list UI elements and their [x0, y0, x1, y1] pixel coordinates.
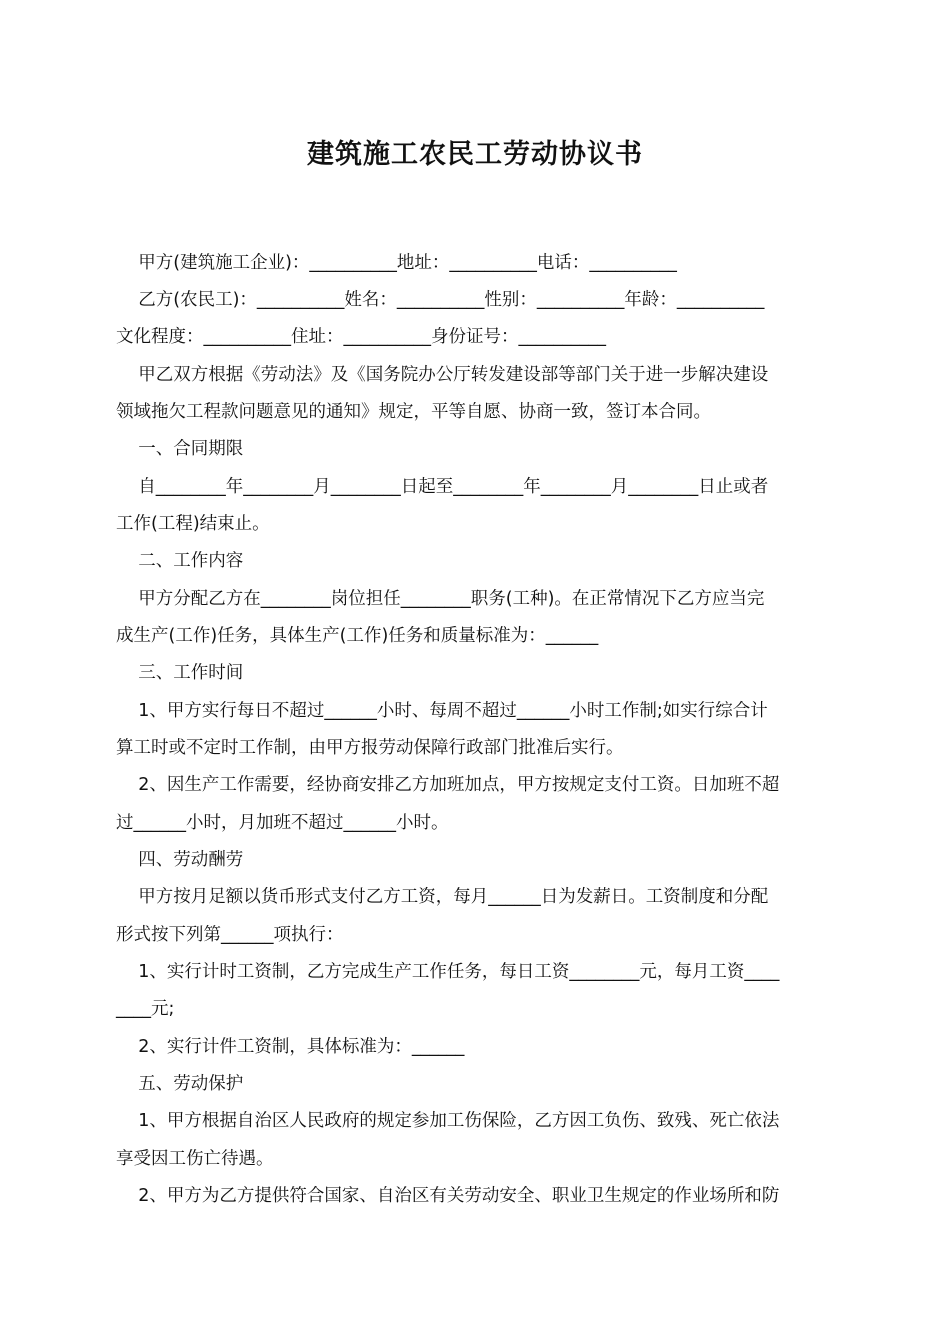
text-line: 甲方分配乙方在________岗位担任________职务(工种)。在正常情况下乙方应当完 — [116, 589, 765, 609]
section-heading: 一、合同期限 — [116, 439, 244, 459]
text-line: 2、因生产工作需要，经协商安排乙方加班加点，甲方按规定支付工资。日加班不超 — [116, 775, 780, 795]
text-line: 2、实行计件工资制，具体标准为：______ — [116, 1037, 465, 1057]
text-line: 成生产(工作)任务，具体生产(工作)任务和质量标准为：______ — [116, 626, 599, 646]
text-line: 工作(工程)结束止。 — [116, 514, 270, 534]
text-line: 领域拖欠工程款问题意见的通知》规定，平等自愿、协商一致，签订本合同。 — [116, 402, 711, 422]
text-line: ____元; — [116, 999, 175, 1019]
section-heading: 四、劳动酬劳 — [116, 850, 244, 870]
text-line: 自________年________月________日起至________年________月________日止或者 — [116, 477, 769, 497]
text-line: 甲乙双方根据《劳动法》及《国务院办公厅转发建设部等部门关于进一步解决建设 — [116, 365, 769, 385]
text-line: 文化程度：__________住址：__________身份证号：__________ — [116, 327, 606, 347]
text-line: 形式按下列第______项执行： — [116, 925, 344, 945]
text-line: 1、实行计时工资制，乙方完成生产工作任务，每日工资________元，每月工资____ — [116, 962, 780, 982]
text-line: 1、甲方根据自治区人民政府的规定参加工伤保险，乙方因工负伤、致残、死亡依法 — [116, 1111, 780, 1131]
text-line: 甲方按月足额以货币形式支付乙方工资，每月______日为发薪日。工资制度和分配 — [116, 887, 769, 907]
text-line: 享受因工伤亡待遇。 — [116, 1149, 274, 1169]
section-heading: 二、工作内容 — [116, 551, 244, 571]
text-line: 乙方(农民工)：__________姓名：__________性别：__________年龄：__________ — [116, 290, 765, 310]
text-line: 过______小时，月加班不超过______小时。 — [116, 813, 449, 833]
text-line: 1、甲方实行每日不超过______小时、每周不超过______小时工作制;如实行综合计 — [116, 701, 768, 721]
text-line: 2、甲方为乙方提供符合国家、自治区有关劳动安全、职业卫生规定的作业场所和防 — [116, 1186, 780, 1206]
section-heading: 五、劳动保护 — [116, 1074, 244, 1094]
text-line: 甲方(建筑施工企业)：__________地址：__________电话：__________ — [116, 253, 677, 273]
text-line: 算工时或不定时工作制，由甲方报劳动保障行政部门批准后实行。 — [116, 738, 624, 758]
document-title: 建筑施工农民工劳动协议书 — [307, 139, 643, 170]
section-heading: 三、工作时间 — [116, 663, 244, 683]
